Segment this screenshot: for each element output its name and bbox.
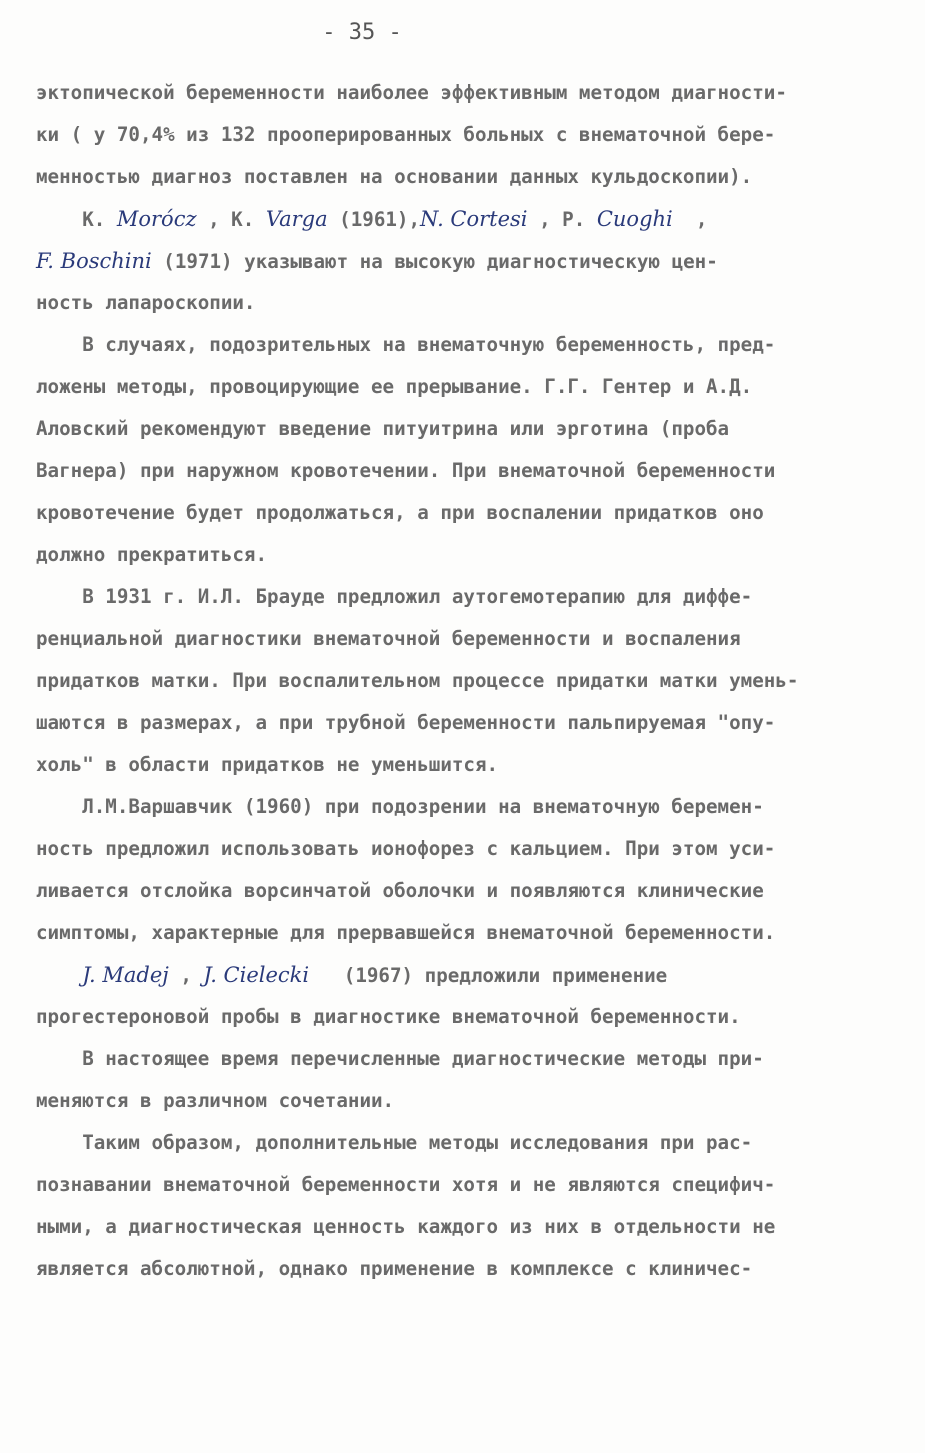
handwritten-name: J. Cielecki [203,963,310,987]
typed-text: В случаях, подозрительных на внематочную беременность, пред- [36,333,776,356]
typed-text: , [168,964,204,987]
text-line [36,492,876,534]
text-line [36,450,876,492]
text-line [36,282,876,324]
typed-text: (1961), [327,208,421,231]
typed-text: прогестероновой пробы в диагностике внематочной беременности. [36,1005,741,1028]
typed-text: , К. [196,208,266,231]
typed-text: Вагнера) при наружном кровотечении. При внематочной беременности [36,459,776,482]
text-line [36,576,876,618]
typed-text [36,964,82,987]
text-line [36,786,876,828]
typed-text: , [672,208,708,231]
text-line [36,114,876,156]
typed-text: (1971) указывают на высокую диагностическую цен- [151,250,718,273]
typed-text: меняются в различном сочетании. [36,1089,395,1112]
handwritten-name: F. Boschini [36,249,152,273]
typed-text: Л.М.Варшавчик (1960) при подозрении на внематочную беремен- [36,795,764,818]
text-line [36,366,876,408]
text-line [36,1206,876,1248]
text-line [36,828,876,870]
typed-text: , Р. [527,208,597,231]
typed-text: является абсолютной, однако применение в комплексе с клиничес- [36,1257,753,1280]
typed-text: Таким образом, дополнительные методы исследования при рас- [36,1131,753,1154]
typed-text: придатков матки. При воспалительном процессе придатки матки умень- [36,669,799,692]
text-line [36,996,876,1038]
typed-text: К. [36,208,117,231]
typed-text: В настоящее время перечисленные диагностические методы при- [36,1047,764,1070]
text-line [36,1248,876,1290]
document-body [36,72,876,1290]
typed-text: Аловский рекомендуют введение питуитрина или эрготина (проба [36,417,730,440]
typed-text: ность предложил использовать ионофорез с кальцием. При этом уси- [36,837,776,860]
text-line [36,1080,876,1122]
text-line [36,198,876,240]
text-line [36,744,876,786]
typed-text: менностью диагноз поставлен на основании данных кульдоскопии). [36,165,753,188]
text-line [36,408,876,450]
typed-text: ренциальной диагностики внематочной беременности и воспаления [36,627,741,650]
text-line [36,702,876,744]
text-line [36,660,876,702]
typed-text: шаются в размерах, а при трубной беременности пальпируемая "опу- [36,711,776,734]
handwritten-name: N. Cortesi [420,207,528,231]
typed-text: эктопической беременности наиболее эффективным методом диагности- [36,81,787,104]
text-line [36,324,876,366]
typed-text: холь" в области придатков не уменьшится. [36,753,499,776]
text-line [36,912,876,954]
typed-text: кровотечение будет продолжаться, а при воспалении придатков оно [36,501,764,524]
text-line [36,1164,876,1206]
typed-text: должно прекратиться. [36,543,268,566]
text-line [36,72,876,114]
typed-text: ливается отслойка ворсинчатой оболочки и появляются клинические [36,879,764,902]
typed-text: ки ( у 70,4% из 132 прооперированных больных с внематочной бере- [36,123,776,146]
text-line [36,240,876,282]
handwritten-name: Morócz [116,207,197,231]
typed-text: ложены методы, провоцирующие ее прерывание. Г.Г. Гентер и А.Д. [36,375,753,398]
text-line [36,1038,876,1080]
text-line [36,1122,876,1164]
handwritten-name: Cuoghi [596,207,673,231]
typed-text: ность лапароскопии. [36,291,256,314]
handwritten-name: J. Madej [82,963,169,987]
typed-text: В 1931 г. И.Л. Брауде предложил аутогемотерапию для диффе- [36,585,753,608]
text-line [36,870,876,912]
typed-text: ными, а диагностическая ценность каждого из них в отдельности не [36,1215,776,1238]
text-line [36,618,876,660]
text-line [36,156,876,198]
typed-text: познавании внематочной беременности хотя и не являются специфич- [36,1173,776,1196]
typed-text: симптомы, характерные для прервавшейся внематочной беременности. [36,921,776,944]
text-line [36,954,876,996]
handwritten-name: Varga [265,207,328,231]
page-number: - 35 - [322,20,402,45]
text-line [36,534,876,576]
typed-text: (1967) предложили применение [309,964,668,987]
